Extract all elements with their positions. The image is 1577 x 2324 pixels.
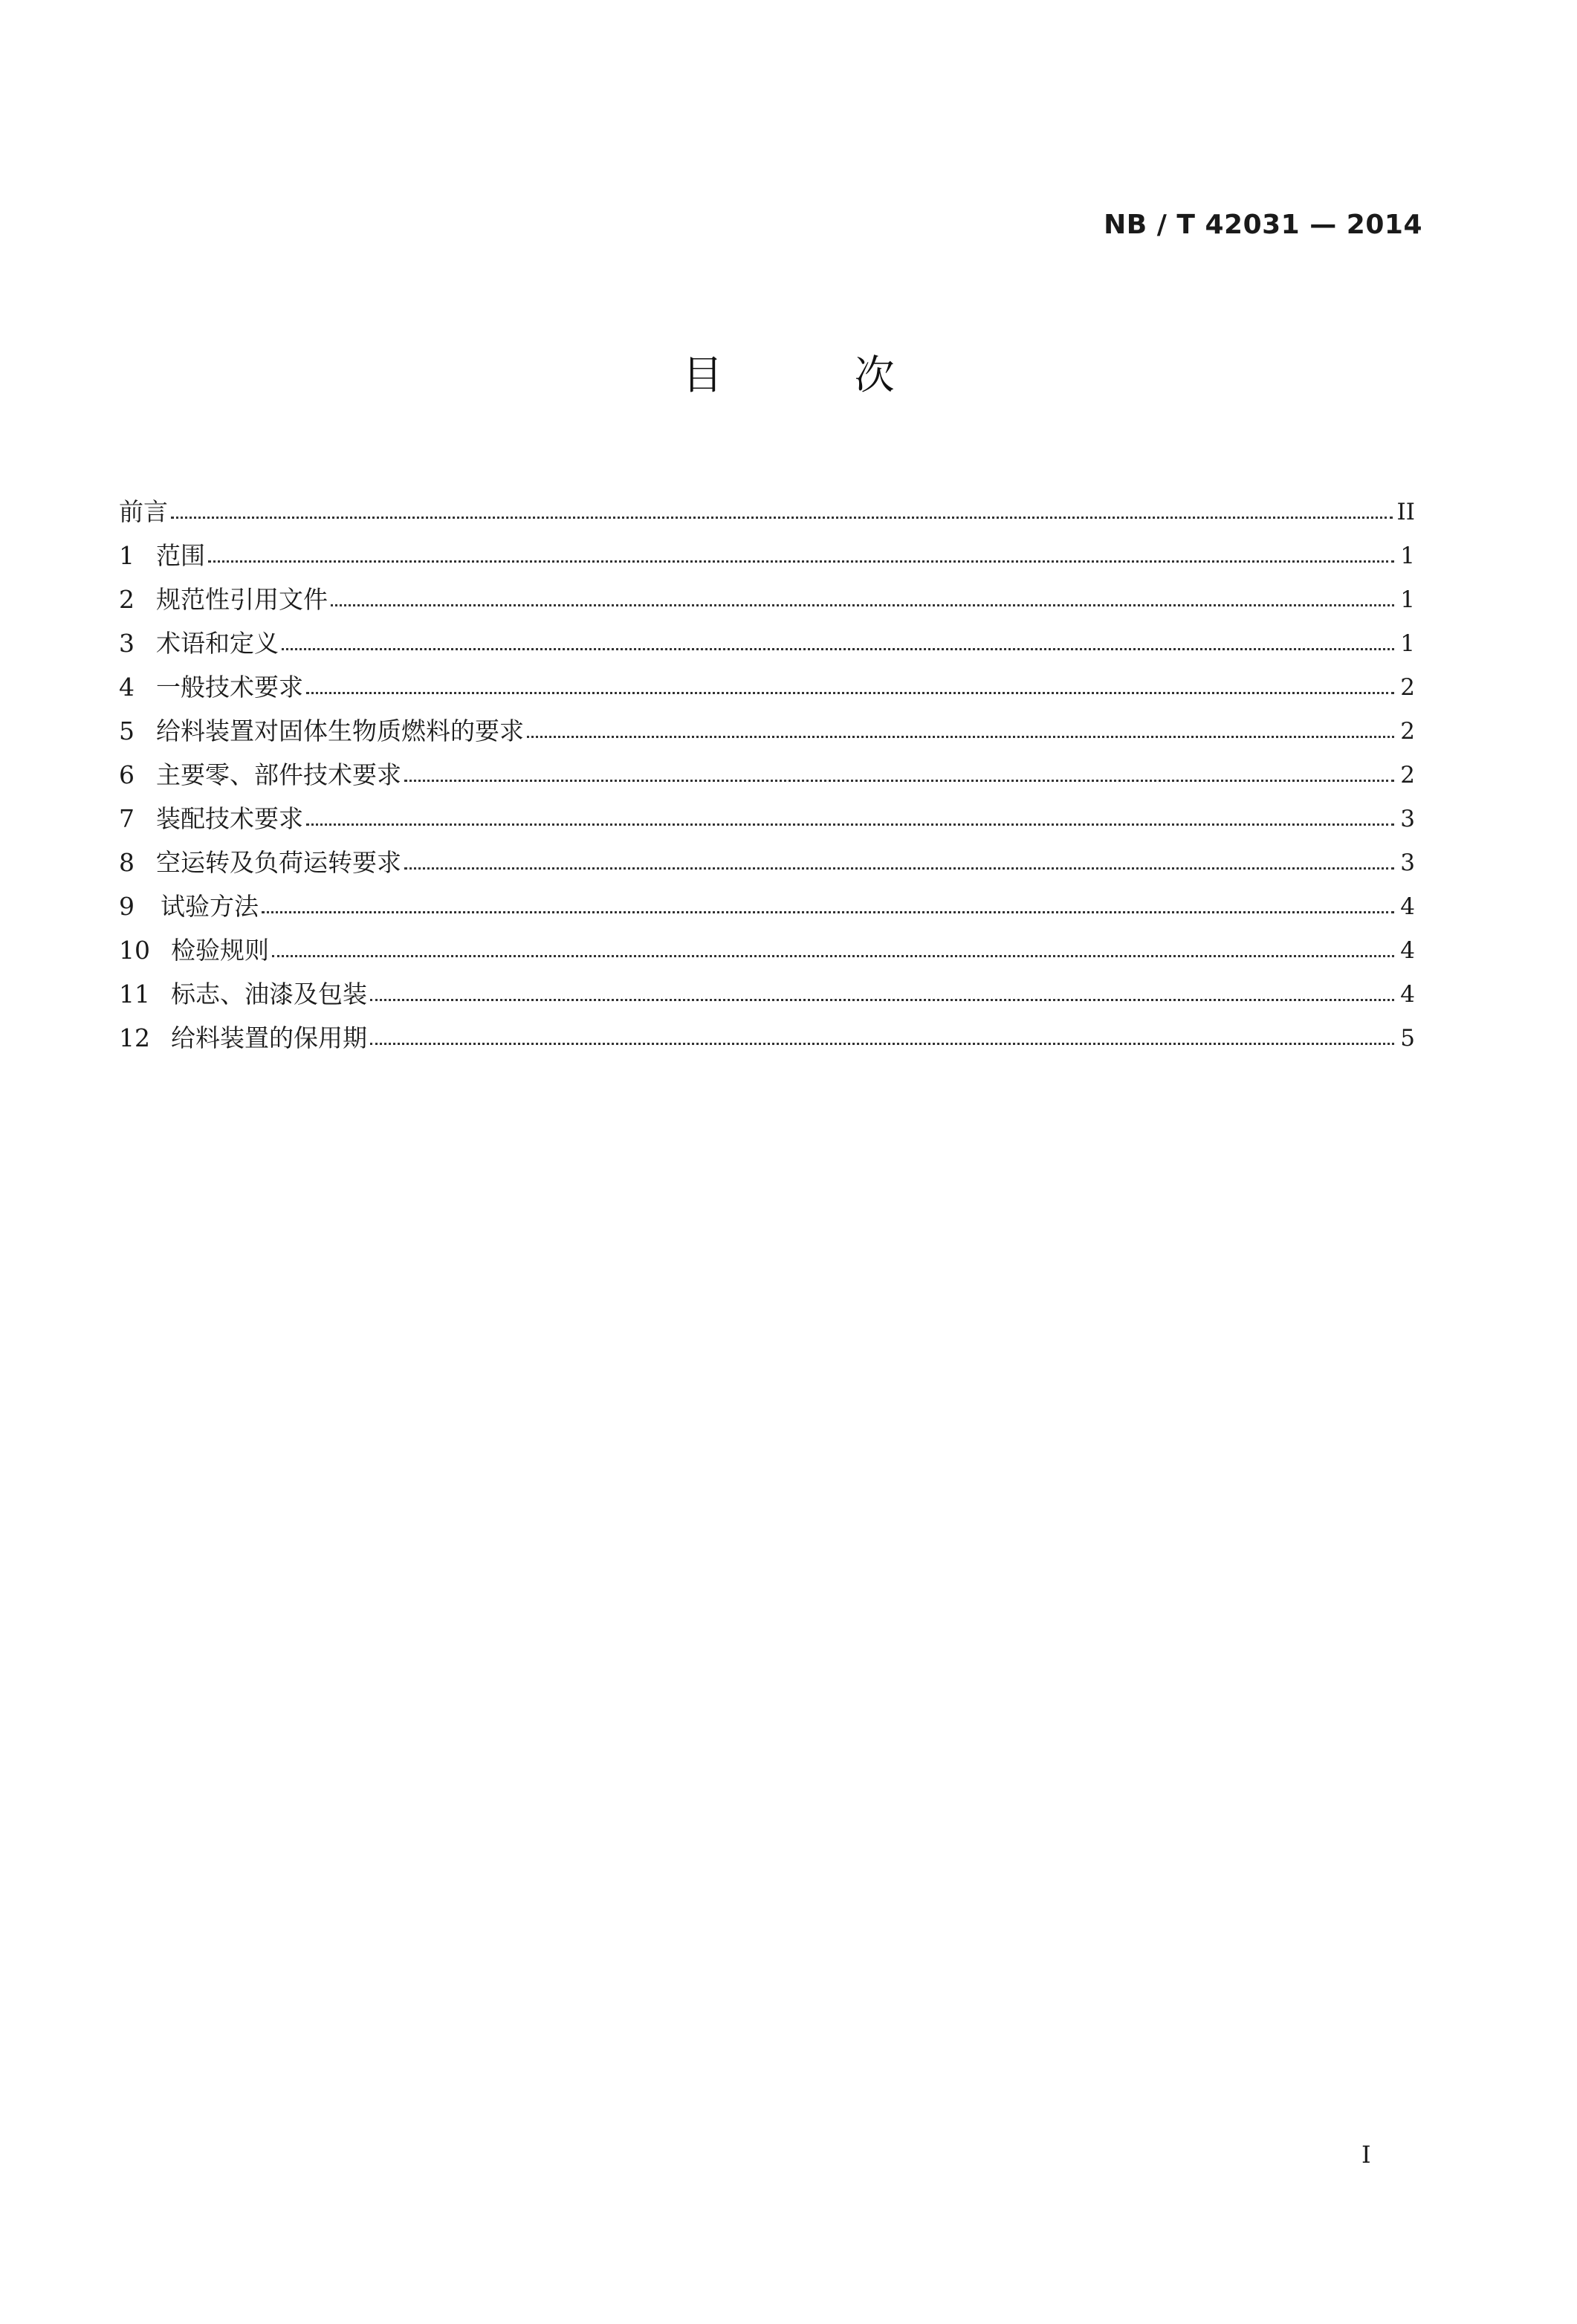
toc-entry-8[interactable] bbox=[119, 831, 1415, 875]
toc-entry-3[interactable] bbox=[119, 612, 1415, 656]
toc-entry-12[interactable] bbox=[119, 1006, 1415, 1050]
toc-leader-dots bbox=[370, 998, 1394, 1001]
toc-entry-page: 2 bbox=[1400, 674, 1415, 701]
toc-leader-dots bbox=[370, 1042, 1394, 1045]
toc-entry-label: 一般技术要求 bbox=[156, 673, 303, 702]
toc-entry-1[interactable] bbox=[119, 524, 1415, 568]
toc-entry-label: 试验方法 bbox=[161, 892, 259, 921]
toc-entry-4[interactable] bbox=[119, 656, 1415, 702]
toc-entry-page: 2 bbox=[1400, 718, 1415, 745]
toc-leader-dots bbox=[331, 603, 1394, 606]
toc-leader-dots bbox=[262, 910, 1394, 913]
toc-entry-label: 前言 bbox=[119, 497, 168, 526]
toc-entry-page: 2 bbox=[1400, 762, 1415, 789]
toc-entry-page: 4 bbox=[1400, 981, 1415, 1008]
toc-entry-page: II bbox=[1396, 499, 1415, 525]
toc-entry-label: 给料装置的保用期 bbox=[171, 1023, 367, 1052]
toc-entry-page: 5 bbox=[1400, 1025, 1415, 1052]
toc-leader-dots bbox=[208, 560, 1394, 563]
toc-leader-dots bbox=[527, 735, 1394, 738]
toc-entry-number: 9 bbox=[119, 892, 135, 921]
toc-leader-dots bbox=[171, 516, 1393, 519]
toc-entry-9[interactable] bbox=[119, 875, 1415, 919]
toc-entry-number: 5 bbox=[119, 716, 135, 745]
toc-entry-label: 范围 bbox=[156, 541, 205, 570]
toc-leader-dots bbox=[404, 867, 1394, 870]
toc-entry-page: 3 bbox=[1400, 806, 1415, 832]
toc-entry-2[interactable] bbox=[119, 568, 1415, 612]
toc-entry-7[interactable] bbox=[119, 787, 1415, 831]
toc-entry-label: 规范性引用文件 bbox=[156, 585, 328, 614]
toc-entry-number: 2 bbox=[119, 585, 135, 614]
toc-entry-number: 6 bbox=[119, 760, 135, 789]
toc-entry-6[interactable] bbox=[119, 743, 1415, 787]
toc-entry-label: 装配技术要求 bbox=[156, 804, 303, 833]
toc-leader-dots bbox=[306, 691, 1394, 694]
toc-entry-label: 标志、油漆及包装 bbox=[171, 980, 367, 1009]
toc-entry-number: 4 bbox=[119, 673, 135, 702]
toc-leader-dots bbox=[282, 647, 1394, 650]
page-number: I bbox=[1361, 2140, 1371, 2169]
toc-entry-10[interactable] bbox=[119, 919, 1415, 965]
toc-entry-foreword[interactable] bbox=[119, 480, 1415, 524]
toc-leader-dots bbox=[306, 823, 1394, 826]
table-of-contents bbox=[119, 480, 1415, 1050]
toc-entry-page: 1 bbox=[1400, 543, 1415, 569]
toc-entry-label: 术语和定义 bbox=[156, 629, 279, 658]
toc-leader-dots bbox=[272, 954, 1394, 957]
toc-entry-number: 3 bbox=[119, 629, 135, 658]
toc-entry-label: 检验规则 bbox=[171, 936, 269, 965]
toc-leader-dots bbox=[404, 779, 1394, 782]
toc-entry-number: 1 bbox=[119, 541, 135, 570]
toc-entry-page: 4 bbox=[1400, 937, 1415, 964]
toc-entry-number: 12 bbox=[119, 1023, 150, 1052]
toc-entry-number: 10 bbox=[119, 936, 150, 965]
standard-code: NB / T 42031 — 2014 bbox=[1104, 210, 1422, 240]
toc-entry-number: 7 bbox=[119, 804, 135, 833]
page-title: 目 次 bbox=[682, 352, 954, 398]
toc-entry-5[interactable] bbox=[119, 699, 1415, 743]
toc-entry-number: 8 bbox=[119, 848, 135, 877]
toc-entry-label: 空运转及负荷运转要求 bbox=[156, 848, 401, 877]
toc-entry-page: 1 bbox=[1400, 630, 1415, 657]
toc-entry-label: 给料装置对固体生物质燃料的要求 bbox=[156, 716, 524, 745]
toc-entry-label: 主要零、部件技术要求 bbox=[156, 760, 401, 789]
toc-entry-11[interactable] bbox=[119, 962, 1415, 1009]
toc-entry-number: 11 bbox=[119, 980, 150, 1009]
toc-entry-page: 4 bbox=[1400, 893, 1415, 920]
toc-entry-page: 1 bbox=[1400, 586, 1415, 613]
toc-entry-page: 3 bbox=[1400, 849, 1415, 876]
